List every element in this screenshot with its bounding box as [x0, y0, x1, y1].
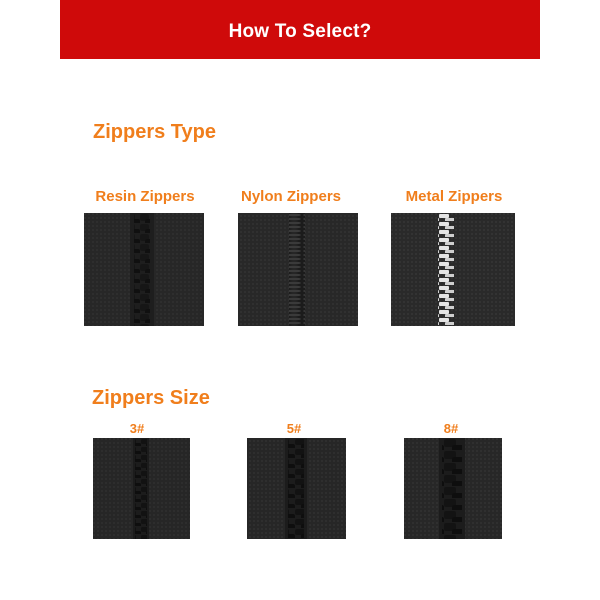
zipper-5-swatch	[247, 438, 346, 539]
metal-zipper-swatch	[391, 213, 515, 326]
nylon-zipper-swatch	[238, 213, 358, 326]
metal-zippers-label: Metal Zippers	[405, 188, 503, 205]
page-title: How To Select?	[228, 20, 372, 42]
size-3-label: 3#	[129, 421, 145, 436]
zipper-3-swatch	[93, 438, 190, 539]
nylon-zippers-label: Nylon Zippers	[240, 188, 341, 205]
zippers-size-heading: Zippers Size	[92, 387, 210, 409]
size-5-label: 5#	[286, 421, 302, 436]
size-8-label: 8#	[443, 421, 459, 436]
zippers-type-heading: Zippers Type	[93, 121, 216, 143]
resin-zipper-swatch	[84, 213, 204, 326]
resin-zippers-label: Resin Zippers	[95, 188, 195, 205]
zipper-8-swatch	[404, 438, 502, 539]
header-banner	[60, 0, 540, 59]
